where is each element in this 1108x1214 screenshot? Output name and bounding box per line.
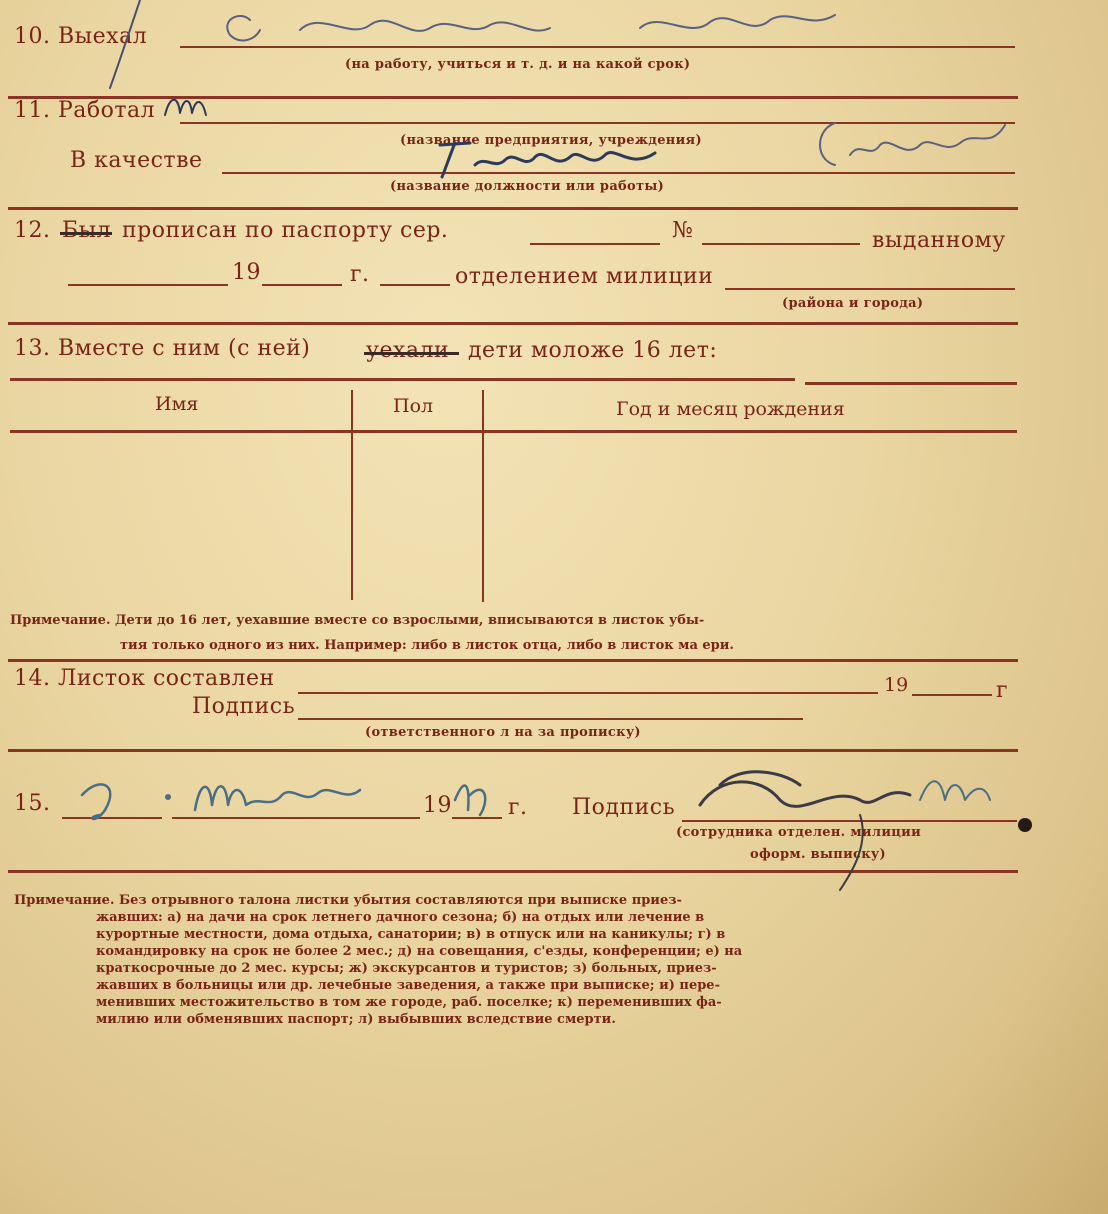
- field-12-strike: [60, 232, 112, 235]
- field-12-year-line: [262, 284, 342, 286]
- field-10-caption: (на работу, учиться и т. д. и на какой срок): [345, 57, 691, 72]
- final-note-line: жавших: а) на дачи на срок летнего дачного сезона; б) на отдых или лечение в: [96, 910, 705, 925]
- divider-10: [8, 96, 1018, 99]
- final-note-line: краткосрочные до 2 мес. курсы; ж) экскурсантов и туристов; з) больных, приез-: [96, 961, 717, 976]
- divider-12: [8, 322, 1018, 325]
- field-15-year-prefix: 19: [423, 793, 452, 818]
- field-11-role-label: В качестве: [70, 148, 203, 173]
- children-table-header-birth: Год и месяц рождения: [616, 398, 845, 420]
- field-13-label: 13. Вместе с ним (с ней): [14, 336, 311, 361]
- field-15-caption-line1: (сотрудника отделен. милиции: [676, 825, 922, 840]
- field-12-department-label: отделением милиции: [455, 264, 714, 289]
- children-table-header-name: Имя: [155, 393, 199, 415]
- ink-blot: [1018, 818, 1032, 832]
- field-12-label: прописан по паспорту сер.: [122, 218, 449, 243]
- field-12-department-line: [725, 288, 1015, 290]
- field-15-caption-line2: оформ. выписку): [750, 847, 886, 862]
- field-15-day-line: [62, 817, 162, 819]
- children-table-col-divider-1: [351, 390, 353, 600]
- field-10-line: [180, 46, 1015, 48]
- field-15-signature-label: Подпись: [572, 795, 676, 820]
- field-12-extra-line: [380, 284, 450, 286]
- children-table-top-rule: [10, 378, 795, 381]
- field-11-line: [180, 122, 1015, 124]
- final-note-line: менивших местожительство в том же городе, раб. поселке; к) переменивших фа-: [96, 995, 722, 1010]
- field-14-year-prefix: 19: [884, 674, 909, 696]
- field-12-year-suffix: г.: [350, 262, 370, 287]
- field-14-signature-label: Подпись: [192, 694, 296, 719]
- field-10-label: 10. Выехал: [14, 24, 148, 49]
- final-note-line: курортные местности, дома отдыха, санатории; в) в отпуск или на каникулы; г) в: [96, 927, 726, 942]
- field-14-year-line: [912, 694, 992, 696]
- final-note-line: Примечание. Без отрывного талона листки убытия составляются при выписке приез-: [14, 893, 682, 908]
- field-14-year-suffix: г: [996, 678, 1009, 703]
- field-15-month-line: [172, 817, 420, 819]
- field-15-year-suffix: г.: [508, 795, 528, 820]
- field-14-caption: (ответственного л на за прописку): [365, 725, 641, 740]
- field-12-date-line: [68, 284, 228, 286]
- field-14-label: 14. Листок составлен: [14, 666, 275, 691]
- divider-15: [8, 870, 1018, 873]
- field-15-signature-line: [682, 820, 1017, 822]
- field-12-passport-number-line: [702, 243, 860, 245]
- children-table-col-divider-2: [482, 390, 484, 602]
- divider-13: [8, 659, 1018, 662]
- field-14-signature-line: [298, 718, 803, 720]
- field-11-role-line: [222, 172, 1015, 174]
- field-12-struck-word: Был: [62, 218, 112, 243]
- field-11-label: 11. Работал: [14, 98, 156, 123]
- children-table-header-rule: [10, 430, 1017, 433]
- children-table-header-sex: Пол: [393, 395, 434, 417]
- divider-11: [8, 207, 1018, 210]
- field-11-org-caption: (название предприятия, учреждения): [400, 133, 702, 148]
- field-12-series-line: [530, 243, 660, 245]
- field-15-year-line: [452, 817, 502, 819]
- field-15-label: 15.: [14, 791, 51, 816]
- field-12-number: 12.: [14, 218, 51, 243]
- field-12-district-caption: (района и города): [782, 296, 924, 311]
- handwriting-field-10: [100, 0, 840, 90]
- handwriting-field-11-extra: [810, 115, 1010, 175]
- final-note-line: командировку на срок не более 2 мес.; д) на совещания, с'езды, конференции; е) на: [96, 944, 743, 959]
- final-note-line: жавших в больницы или др. лечебные заведения, а также при выписке; и) пере-: [96, 978, 720, 993]
- field-13-label-rest: дети моложе 16 лет:: [468, 338, 718, 363]
- handwriting-field-11-org: [160, 85, 220, 125]
- field-12-number-label: №: [672, 218, 694, 243]
- field-11-role-caption: (название должности или работы): [390, 179, 665, 194]
- field-13-note-line1: Примечание. Дети до 16 лет, уехавшие вместе со взрослыми, вписываются в листок убы-: [10, 613, 705, 628]
- field-14-line: [298, 692, 878, 694]
- divider-14: [8, 749, 1018, 752]
- children-table-top-rule-right: [805, 382, 1017, 385]
- field-12-year-prefix: 19: [232, 260, 261, 285]
- field-13-note-line2: тия только одного из них. Например: либо в листок отца, либо в листок ма ери.: [120, 638, 734, 653]
- field-13-struck-word: уехали: [366, 338, 450, 363]
- field-12-issued-label: выданному: [872, 228, 1006, 253]
- final-note-line: милию или обменявших паспорт; л) выбывших вследствие смерти.: [96, 1012, 616, 1027]
- field-13-strike: [364, 352, 459, 355]
- final-note: [14, 892, 1024, 1028]
